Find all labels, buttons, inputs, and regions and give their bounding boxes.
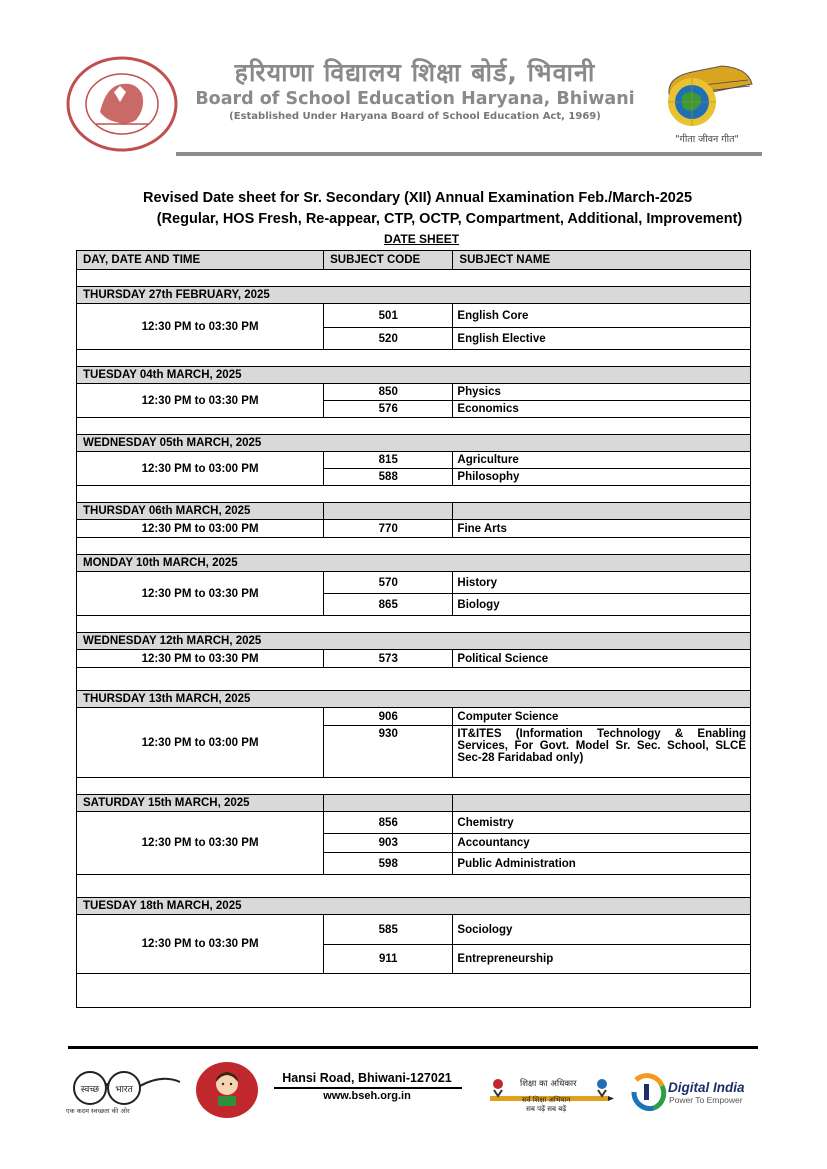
spacer-row xyxy=(77,778,751,795)
exam-time: 12:30 PM to 03:30 PM xyxy=(77,650,324,668)
day-row xyxy=(77,898,751,915)
exam-date: MONDAY 10th MARCH, 2025 xyxy=(77,555,751,572)
spacer-row xyxy=(77,538,751,555)
exam-date: TUESDAY 18th MARCH, 2025 xyxy=(77,898,751,915)
day-row xyxy=(77,795,751,812)
date-sheet-heading: DATE SHEET xyxy=(383,232,460,246)
exam-date: TUESDAY 04th MARCH, 2025 xyxy=(77,367,751,384)
date-sheet-table xyxy=(76,250,751,1008)
subject-name: Chemistry xyxy=(453,812,751,834)
subject-code: 588 xyxy=(324,469,453,486)
day-row xyxy=(77,555,751,572)
exam-time: 12:30 PM to 03:00 PM xyxy=(77,520,324,538)
subject-code: 598 xyxy=(324,853,453,875)
day-row xyxy=(77,367,751,384)
day-row xyxy=(77,435,751,452)
digital-india-subtitle: Power To Empower xyxy=(669,1095,743,1105)
spacer-row xyxy=(77,418,751,435)
table-row xyxy=(77,304,751,328)
table-row xyxy=(77,384,751,401)
subject-code: 856 xyxy=(324,812,453,834)
table-row xyxy=(77,572,751,594)
exam-time: 12:30 PM to 03:30 PM xyxy=(77,384,324,418)
subject-code: 576 xyxy=(324,401,453,418)
subject-code: 770 xyxy=(324,520,453,538)
subject-name: History xyxy=(453,572,751,594)
globe-shell-emblem xyxy=(652,58,762,138)
exam-time: 12:30 PM to 03:30 PM xyxy=(77,304,324,350)
established-line: (Established Under Haryana Board of School Education Act, 1969) xyxy=(229,111,601,122)
subject-code: 903 xyxy=(324,834,453,853)
swachh-text: स्वच्छ xyxy=(80,1085,100,1095)
swachh-tagline: एक कदम स्वच्छता की ओर xyxy=(66,1107,130,1115)
exam-date: THURSDAY 06th MARCH, 2025 xyxy=(77,503,324,520)
table-row xyxy=(77,708,751,726)
board-website[interactable]: www.bseh.org.in xyxy=(323,1090,411,1102)
spacer-row xyxy=(77,616,751,633)
subject-code: 570 xyxy=(324,572,453,594)
column-header: SUBJECT NAME xyxy=(453,251,751,270)
column-header: SUBJECT CODE xyxy=(324,251,453,270)
subject-name: Computer Science xyxy=(453,708,751,726)
board-title-english: Board of School Education Haryana, Bhiwani xyxy=(195,89,635,109)
day-row xyxy=(77,691,751,708)
subject-name: Agriculture xyxy=(453,452,751,469)
table-row xyxy=(77,452,751,469)
exam-date: THURSDAY 27th FEBRUARY, 2025 xyxy=(77,287,751,304)
subject-code: 906 xyxy=(324,708,453,726)
shiksha-title: शिक्षा का अधिकार xyxy=(520,1079,577,1089)
subject-code: 911 xyxy=(324,945,453,974)
digital-india-icon xyxy=(628,1072,668,1112)
address-underline xyxy=(274,1087,462,1089)
board-seal-logo xyxy=(66,56,178,152)
subject-name: Philosophy xyxy=(453,469,751,486)
exam-time: 12:30 PM to 03:00 PM xyxy=(77,452,324,486)
subject-name: Economics xyxy=(453,401,751,418)
shiksha-tagline xyxy=(522,1096,570,1114)
spacer-row xyxy=(77,270,751,287)
document-subtitle: (Regular, HOS Fresh, Re-appear, CTP, OCTP, Compartment, Additional, Improvement) xyxy=(156,211,743,227)
spacer-row xyxy=(77,668,751,691)
subject-code: 865 xyxy=(324,594,453,616)
subject-name: IT&ITES (Information Technology & Enabling Services, For Govt. Model Sr. Sec. School, SLCE Sec-28 Faridabad only) xyxy=(453,726,751,778)
subject-name: Fine Arts xyxy=(453,520,751,538)
exam-date: THURSDAY 13th MARCH, 2025 xyxy=(77,691,751,708)
subject-name: Accountancy xyxy=(453,834,751,853)
exam-date: WEDNESDAY 12th MARCH, 2025 xyxy=(77,633,751,650)
subject-name: English Elective xyxy=(453,328,751,350)
subject-code: 520 xyxy=(324,328,453,350)
subject-name: English Core xyxy=(453,304,751,328)
exam-time: 12:30 PM to 03:00 PM xyxy=(77,708,324,778)
spacer-row xyxy=(77,486,751,503)
motto-text: "गीता जीवन गीत" xyxy=(675,134,739,145)
subject-name: Sociology xyxy=(453,915,751,945)
exam-time: 12:30 PM to 03:30 PM xyxy=(77,915,324,974)
exam-time: 12:30 PM to 03:30 PM xyxy=(77,812,324,875)
exam-date: SATURDAY 15th MARCH, 2025 xyxy=(77,795,324,812)
shiksha-line-1: सर्व शिक्षा अभियान xyxy=(522,1096,571,1104)
empty-row xyxy=(77,974,751,1008)
day-row xyxy=(77,287,751,304)
spacer-row xyxy=(77,875,751,898)
subject-name: Biology xyxy=(453,594,751,616)
footer-divider xyxy=(68,1046,758,1049)
board-address: Hansi Road, Bhiwani-127021 xyxy=(282,1071,452,1085)
document-title: Revised Date sheet for Sr. Secondary (XII) Annual Examination Feb./March-2025 xyxy=(142,190,693,206)
column-header: DAY, DATE AND TIME xyxy=(77,251,324,270)
exam-date: WEDNESDAY 05th MARCH, 2025 xyxy=(77,435,751,452)
subject-code: 850 xyxy=(324,384,453,401)
subject-name: Political Science xyxy=(453,650,751,668)
subject-code: 930 xyxy=(324,726,453,778)
table-row xyxy=(77,650,751,668)
header-divider xyxy=(176,152,762,156)
subject-name: Entrepreneurship xyxy=(453,945,751,974)
day-row xyxy=(77,633,751,650)
subject-name: Physics xyxy=(453,384,751,401)
table-row xyxy=(77,915,751,945)
board-title-hindi: हरियाणा विद्यालय शिक्षा बोर्ड, भिवानी xyxy=(234,58,596,87)
subject-code: 573 xyxy=(324,650,453,668)
exam-time: 12:30 PM to 03:30 PM xyxy=(77,572,324,616)
spacer-row xyxy=(77,350,751,367)
table-header-row xyxy=(77,251,751,270)
beti-bachao-logo xyxy=(194,1060,260,1120)
subject-code: 585 xyxy=(324,915,453,945)
digital-india-title: Digital India xyxy=(668,1080,745,1095)
day-row xyxy=(77,503,751,520)
subject-code: 501 xyxy=(324,304,453,328)
subject-name: Public Administration xyxy=(453,853,751,875)
subject-code: 815 xyxy=(324,452,453,469)
shiksha-line-2: सब पढ़ें सब बढ़ें xyxy=(526,1105,567,1113)
bharat-text: भारत xyxy=(115,1085,133,1095)
table-row xyxy=(77,812,751,834)
table-row xyxy=(77,520,751,538)
